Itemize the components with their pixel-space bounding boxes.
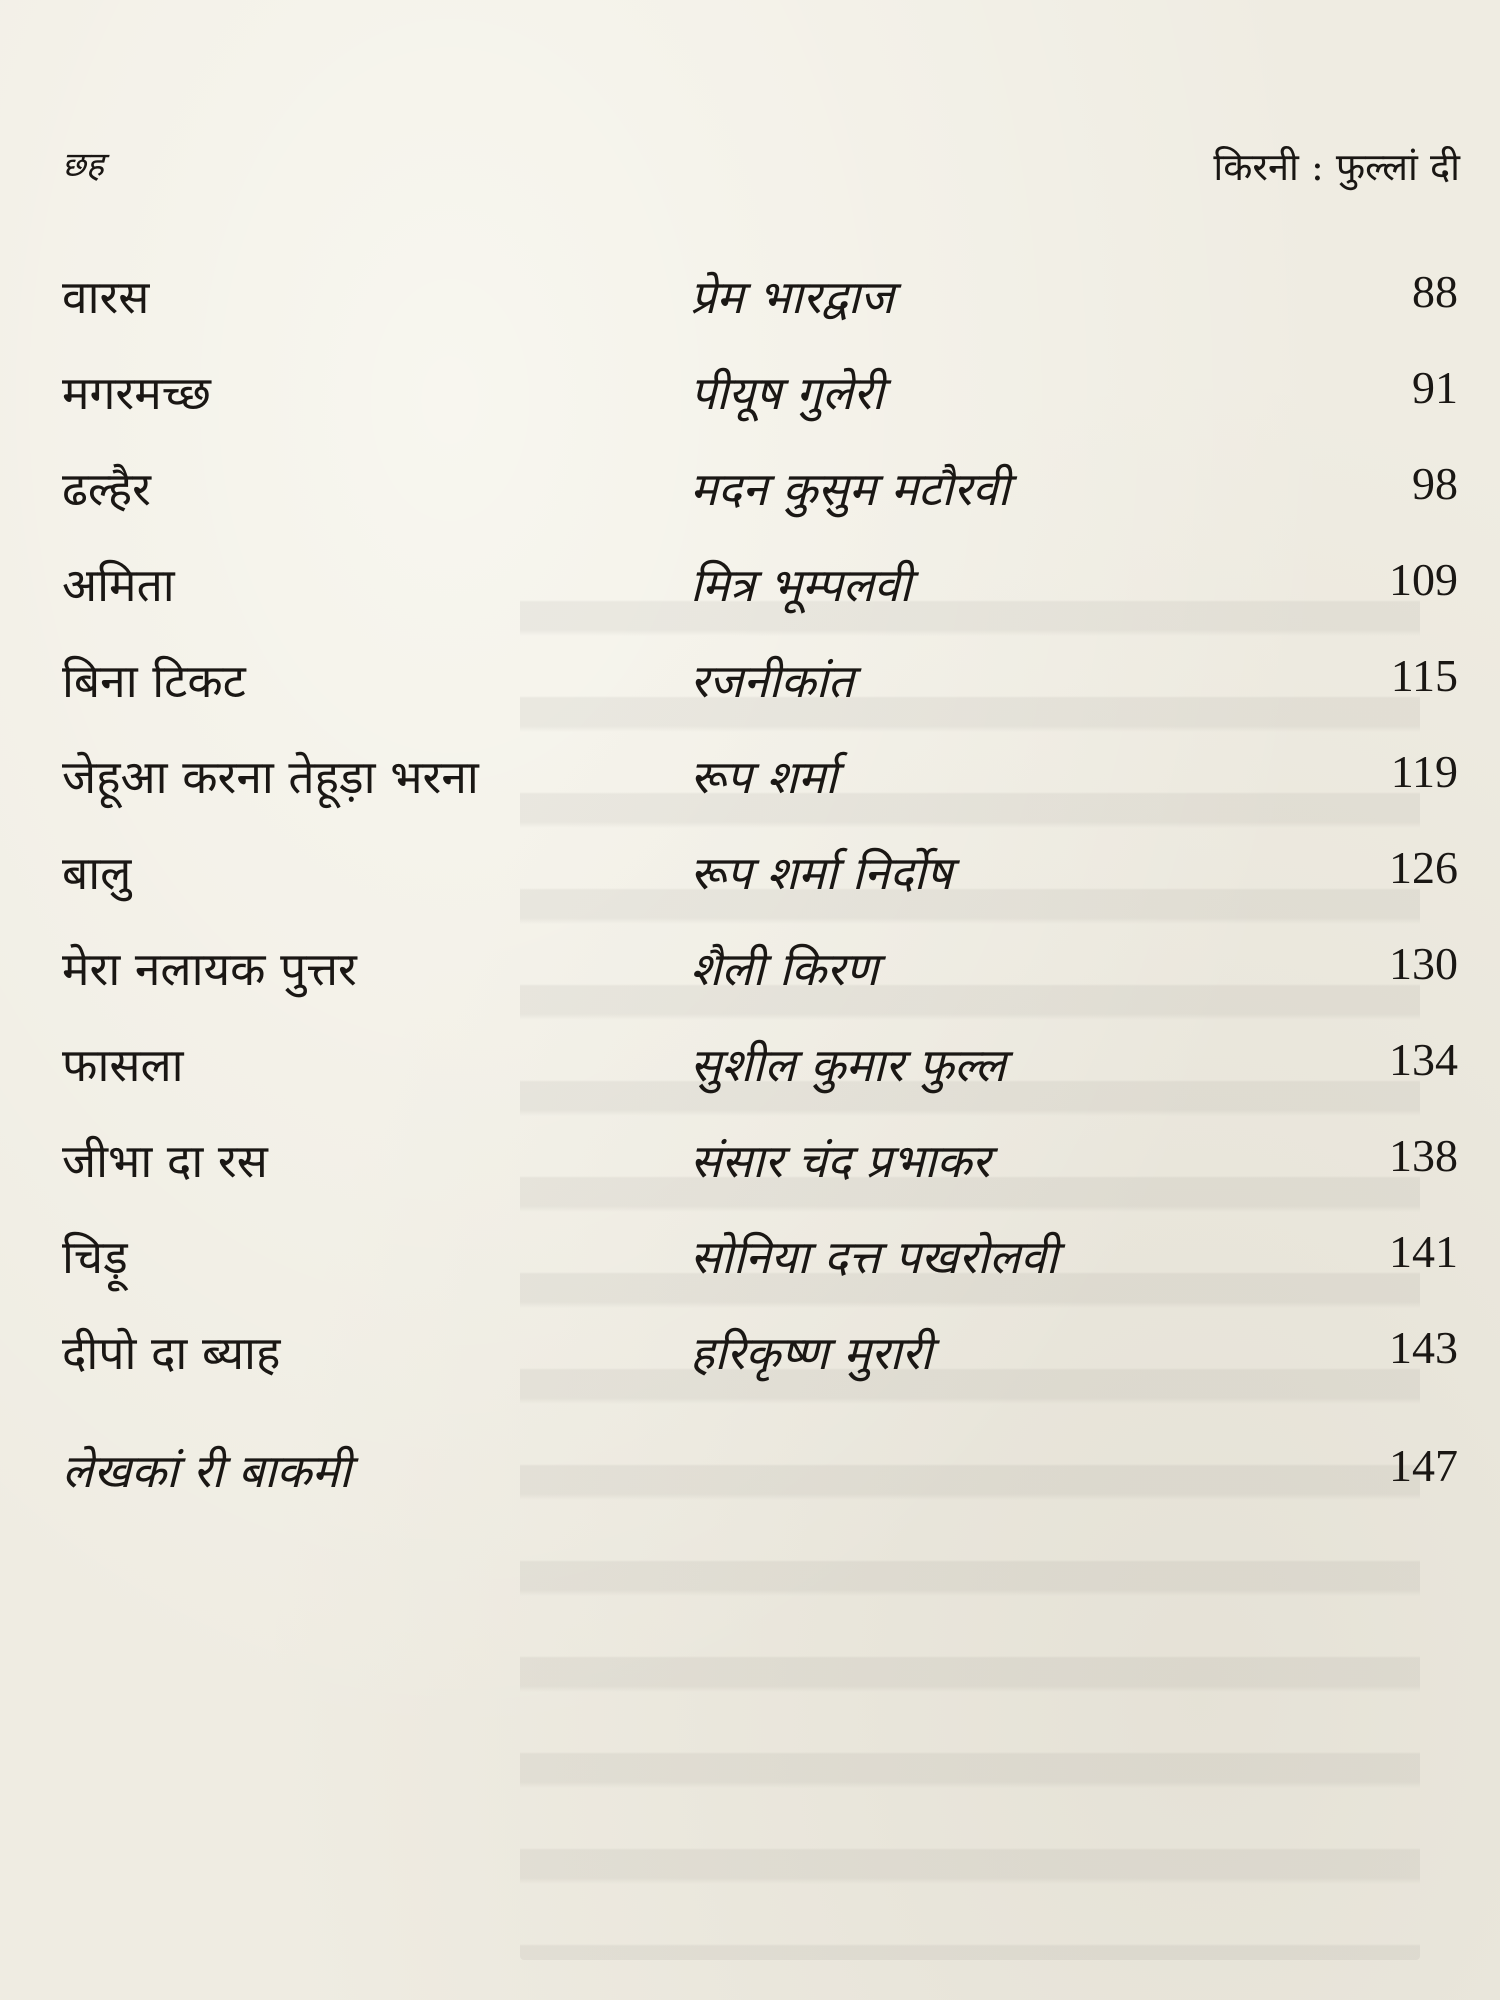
story-title: जीभा दा रस	[62, 1134, 268, 1188]
toc-row	[0, 553, 1500, 649]
story-title: बिना टिकट	[62, 654, 246, 708]
story-author: हरिकृष्ण मुरारी	[690, 1326, 933, 1380]
story-author: रूप शर्मा	[690, 750, 838, 804]
story-author: पीयूष गुलेरी	[690, 366, 884, 420]
story-author: मित्र भूम्पलवी	[690, 558, 912, 612]
toc-row	[0, 841, 1500, 937]
story-author: रूप शर्मा निर्दोष	[690, 846, 953, 900]
story-title: मगरमच्छ	[62, 366, 211, 420]
toc-row	[0, 265, 1500, 361]
toc-row	[0, 937, 1500, 1033]
story-title: ढल्हैर	[62, 462, 151, 516]
toc-row	[0, 1225, 1500, 1321]
page-number: 115	[1390, 650, 1458, 701]
story-author: सुशील कुमार फुल्ल	[690, 1038, 1006, 1092]
toc-row	[0, 649, 1500, 745]
toc-row	[0, 1129, 1500, 1225]
page-header	[62, 140, 1460, 200]
toc-row	[0, 1321, 1500, 1417]
story-author: सोनिया दत्त पखरोलवी	[690, 1230, 1058, 1284]
page-number-label: छह	[62, 145, 104, 185]
story-author: रजनीकांत	[690, 654, 854, 708]
page-number: 88	[1412, 266, 1458, 317]
page-number: 109	[1389, 554, 1458, 605]
section-title: लेखकां री बाकमी	[62, 1444, 351, 1498]
toc-row	[0, 1033, 1500, 1129]
page-number: 98	[1412, 458, 1458, 509]
toc-row	[0, 361, 1500, 457]
toc-row	[0, 745, 1500, 841]
story-author: मदन कुसुम मटौरवी	[690, 462, 1010, 516]
story-title: फासला	[62, 1038, 184, 1092]
story-title: अमिता	[62, 558, 175, 612]
page-number: 141	[1389, 1226, 1458, 1277]
page-number: 147	[1389, 1440, 1458, 1491]
story-title: बालु	[62, 846, 132, 900]
page-number: 143	[1389, 1322, 1458, 1373]
story-title: वारस	[62, 270, 150, 324]
page-number: 134	[1389, 1034, 1458, 1085]
story-title: दीपो दा ब्याह	[62, 1326, 281, 1380]
story-title: चिड़ू	[62, 1230, 128, 1284]
story-title: मेरा नलायक पुत्तर	[62, 942, 357, 996]
story-author: संसार चंद प्रभाकर	[690, 1134, 991, 1188]
story-title: जेहूआ करना तेहूड़ा भरना	[62, 750, 479, 804]
page-number: 130	[1389, 938, 1458, 989]
page-number: 119	[1390, 746, 1458, 797]
page-number: 126	[1389, 842, 1458, 893]
page-number: 138	[1389, 1130, 1458, 1181]
table-of-contents	[0, 265, 1500, 1535]
toc-row	[0, 457, 1500, 553]
story-author: शैली किरण	[690, 942, 879, 996]
story-author: प्रेम भारद्वाज	[690, 270, 894, 324]
toc-row-author-notes	[0, 1439, 1500, 1535]
book-title: किरनी : फुल्लां दी	[1213, 145, 1460, 189]
page-number: 91	[1412, 362, 1458, 413]
